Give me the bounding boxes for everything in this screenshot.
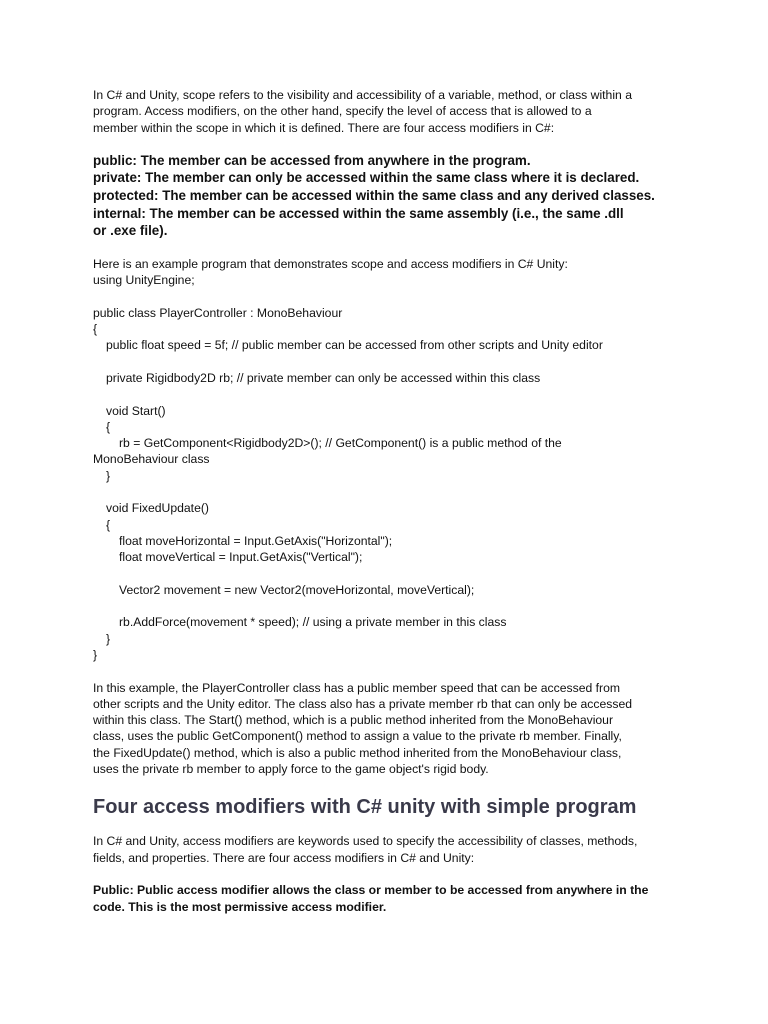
document-page (93, 87, 683, 915)
code-line: Vector2 movement = new Vector2(moveHorizontal, moveVertical); (119, 582, 475, 597)
code-blank-line (93, 386, 683, 402)
code-line: { (106, 517, 111, 532)
code-line: } (93, 647, 98, 662)
section-intro-paragraph (93, 833, 683, 866)
text-line: fields, and properties. There are four access modifiers in C# and Unity: (93, 850, 475, 865)
code-blank-line (93, 354, 683, 370)
code-line: float moveHorizontal = Input.GetAxis("Horizontal"); (119, 533, 393, 548)
code-blank-line (93, 484, 683, 500)
text-line: the FixedUpdate() method, which is also a public method inherited from the MonoBehaviour class, (93, 745, 622, 760)
modifier-protected: protected: The member can be accessed within the same class and any derived classes. (93, 188, 655, 204)
text-line: within this class. The Start() method, which is a public method inherited from the MonoBehaviour (93, 713, 614, 728)
text-line: Here is an example program that demonstrates scope and access modifiers in C# Unity: (93, 256, 568, 271)
text-line: code. This is the most permissive access modifier. (93, 899, 387, 914)
text-line: Public: Public access modifier allows the class or member to be accessed from anywhere in the (93, 883, 649, 898)
code-blank-line (93, 566, 683, 582)
modifier-internal: internal: The member can be accessed within the same assembly (i.e., the same .dll (93, 205, 624, 221)
modifier-internal-cont: or .exe file). (93, 223, 168, 239)
code-line: public float speed = 5f; // public member can be accessed from other scripts and Unity editor (106, 338, 603, 353)
code-line: { (106, 419, 111, 434)
explanation-paragraph (93, 680, 683, 778)
code-line: float moveVertical = Input.GetAxis("Vertical"); (119, 550, 363, 565)
example-intro (93, 256, 683, 289)
code-using-line: using UnityEngine; (93, 273, 195, 288)
text-line: program. Access modifiers, on the other hand, specify the level of access that is allowed to a (93, 104, 592, 119)
code-line: rb.AddForce(movement * speed); // using a private member in this class (119, 615, 507, 630)
text-line: In this example, the PlayerController class has a public member speed that can be accessed from (93, 680, 621, 695)
text-line: In C# and Unity, access modifiers are keywords used to specify the accessibility of classes, methods, (93, 834, 638, 849)
text-line: In C# and Unity, scope refers to the visibility and accessibility of a variable, method, or class within a (93, 88, 632, 102)
code-line: public class PlayerController : MonoBehaviour (93, 305, 343, 320)
code-line: } (106, 631, 111, 646)
text-line: uses the private rb member to apply force to the game object's rigid body. (93, 762, 489, 777)
public-modifier-paragraph (93, 882, 683, 915)
code-line: rb = GetComponent<Rigidbody2D>(); // GetComponent() is a public method of the (119, 436, 562, 451)
code-block (93, 305, 683, 664)
modifier-private: private: The member can only be accessed within the same class where it is declared. (93, 170, 640, 186)
text-line: other scripts and the Unity editor. The class also has a private member rb that can only be accessed (93, 696, 633, 711)
modifier-public: public: The member can be accessed from anywhere in the program. (93, 152, 531, 168)
code-line: void FixedUpdate() (106, 501, 209, 516)
code-line: void Start() (106, 403, 166, 418)
section-heading: Four access modifiers with C# unity with simple program (93, 796, 637, 819)
code-line: } (106, 468, 111, 483)
modifier-list (93, 152, 683, 240)
code-blank-line (93, 598, 683, 614)
code-line: private Rigidbody2D rb; // private member can only be accessed within this class (106, 370, 541, 385)
code-line: { (93, 322, 98, 337)
text-line: class, uses the public GetComponent() method to assign a value to the private rb member. Finally, (93, 729, 622, 744)
intro-paragraph (93, 87, 683, 136)
text-line: member within the scope in which it is defined. There are four access modifiers in C#: (93, 120, 555, 135)
code-line: MonoBehaviour class (93, 452, 210, 467)
